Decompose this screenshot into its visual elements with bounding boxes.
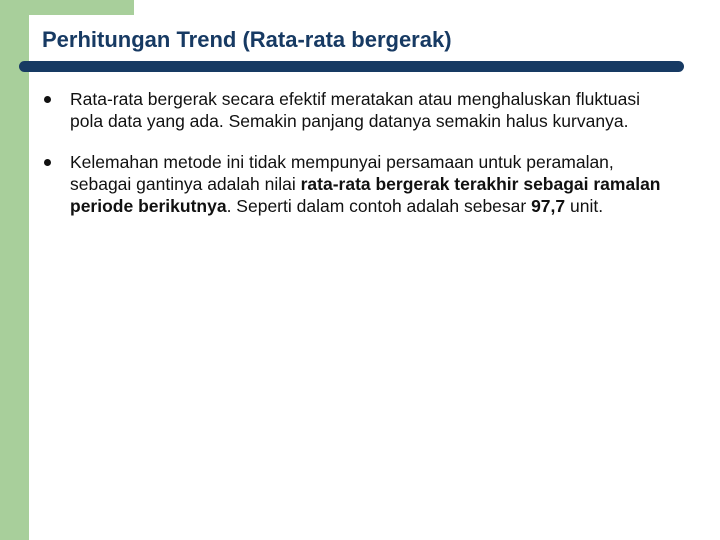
bullet-bold-value: 97,7 xyxy=(531,196,566,216)
bullet-text: Rata-rata bergerak secara efektif meratakan atau menghaluskan fluktuasi pola data yang ada. Semakin panjang datanya semakin halus kurvanya. xyxy=(70,89,641,131)
slide-title: Perhitungan Trend (Rata-rata bergerak) xyxy=(42,27,452,52)
bullet-text-part: Kelemahan metode ini tidak mempunyai persamaan untuk peramalan, sebagai gantinya adalah nilai xyxy=(70,152,614,194)
bullet-item-2 xyxy=(44,151,664,217)
bullet-dot-icon xyxy=(44,96,51,103)
bullet-text-part: unit. xyxy=(565,196,604,216)
bullet-text-part: . Seperti dalam contoh adalah sebesar xyxy=(226,196,532,216)
bullet-item-1 xyxy=(44,88,664,132)
bullet-dot-icon xyxy=(44,159,51,166)
bullet-bold-phrase: rata-rata bergerak terakhir sebagai ramalan periode berikutnya xyxy=(70,174,661,216)
accent-bar-side xyxy=(0,0,29,540)
title-divider xyxy=(19,61,684,72)
slide-content xyxy=(44,88,664,217)
